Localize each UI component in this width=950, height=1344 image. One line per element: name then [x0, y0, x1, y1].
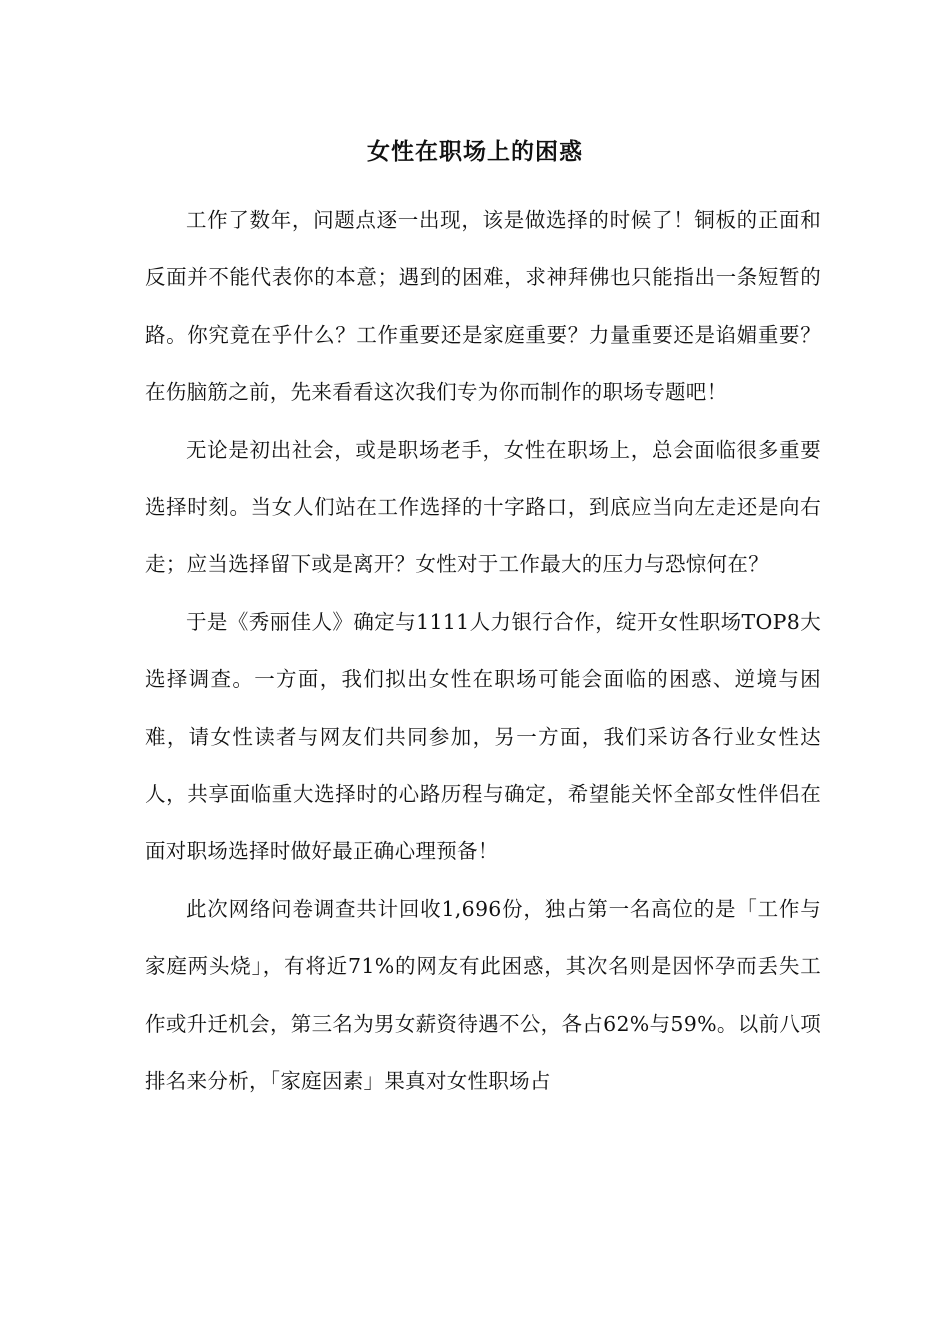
- paragraph-4: 此次网络问卷调查共计回收1,696份，独占第一名高位的是「工作与家庭两头烧」，有将近71%的网友有此困惑，其次名则是因怀孕而丢失工作或升迁机会，第三名为男女薪资待遇不公，各占62%与59%。以前八项排名来分析，「家庭因素」果真对女性职场占: [145, 896, 821, 1094]
- paragraph-3: 于是《秀丽佳人》确定与1111人力银行合作，绽开女性职场TOP8大选择调查。一方面，我们拟出女性在职场可能会面临的困惑、逆境与困难，请女性读者与网友们共同参加，另一方面，我们采访各行业女性达人，共享面临重大选择时的心路历程与确定，希望能关怀全部女性伴侣在面对职场选择时做好最正确心理预备！: [145, 609, 821, 864]
- paragraph-2: 无论是初出社会，或是职场老手，女性在职场上，总会面临很多重要选择时刻。当女人们站在工作选择的十字路口，到底应当向左走还是向右走；应当选择留下或是离开？女性对于工作最大的压力与恐惊何在？: [145, 437, 821, 577]
- document-title: 女性在职场上的困惑: [367, 138, 583, 165]
- paragraph-1: 工作了数年，问题点逐一出现，该是做选择的时候了！铜板的正面和反面并不能代表你的本意；遇到的困难，求神拜佛也只能指出一条短暂的路。你究竟在乎什么？工作重要还是家庭重要？力量重要还是谄媚重要？在伤脑筋之前，先来看看这次我们专为你而制作的职场专题吧！: [145, 208, 821, 405]
- document-body: [145, 192, 821, 1111]
